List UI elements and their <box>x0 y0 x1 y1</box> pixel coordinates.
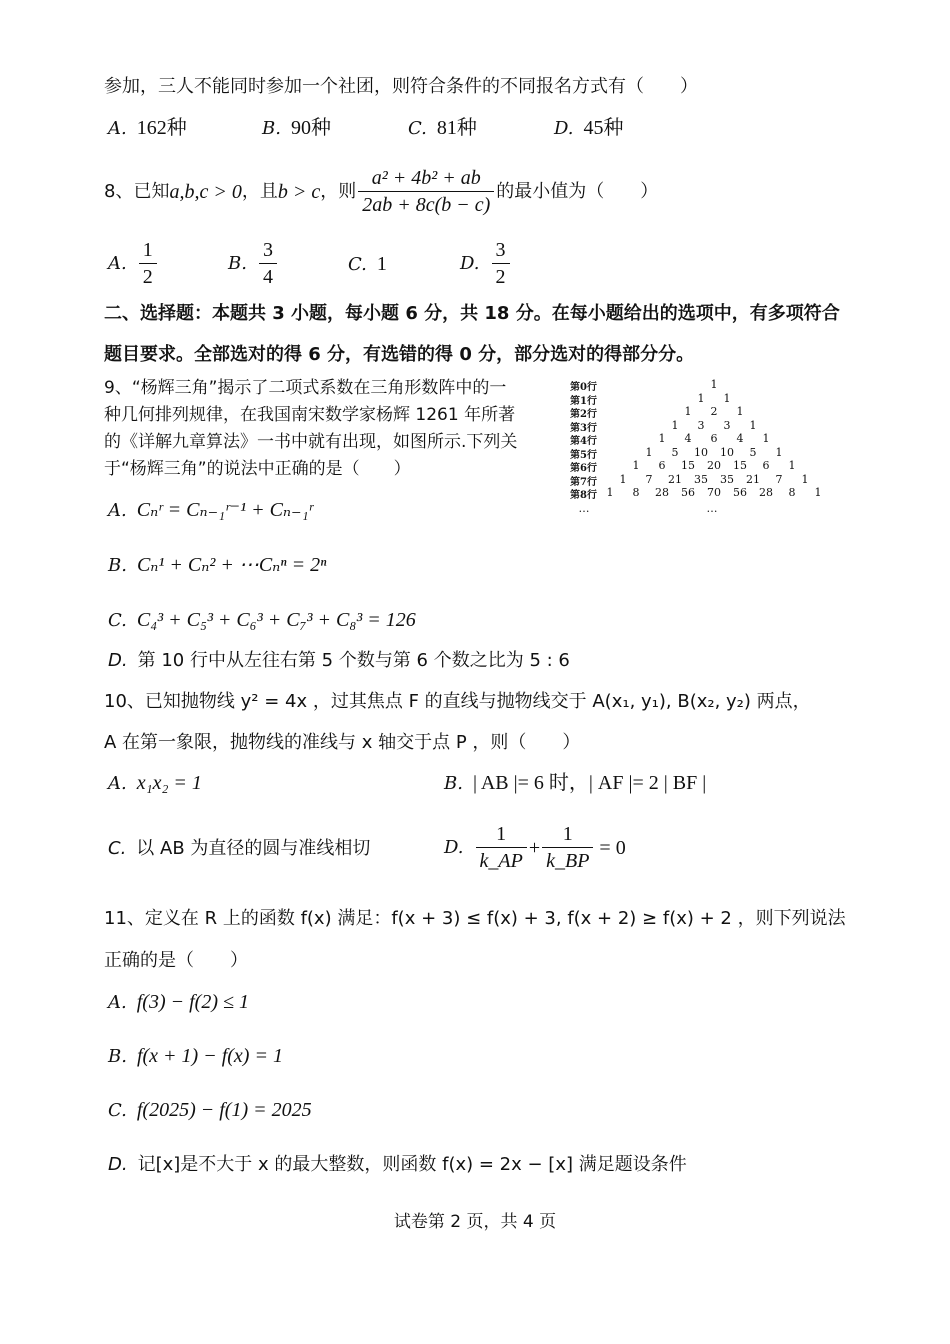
triangle-value: 15 <box>733 459 747 472</box>
triangle-row-5 <box>568 446 828 459</box>
triangle-value: 8 <box>632 486 640 499</box>
triangle-value: 1 <box>775 445 783 459</box>
triangle-row-label: 第5行 <box>570 449 597 461</box>
q8-option-c[interactable]: C. 1 <box>348 253 387 275</box>
triangle-value: 35 <box>720 472 734 486</box>
triangle-value: 7 <box>775 472 783 486</box>
q10-line2: A 在第一象限，抛物线的准线与 x 轴交于点 P ，则（ ） <box>104 732 581 753</box>
triangle-value: 35 <box>694 472 708 486</box>
triangle-value: 2 <box>710 405 718 418</box>
q10-option-d[interactable]: D. $\frac{1}{k\_AP}$ + $\frac{1}{k\_BP}$ = 0 <box>444 823 626 872</box>
triangle-value: 4 <box>736 432 744 445</box>
triangle-row-6 <box>568 459 828 472</box>
triangle-value: 3 <box>697 418 705 432</box>
triangle-value: 15 <box>681 459 695 472</box>
q7-option-b[interactable]: B. 90种 <box>262 117 331 139</box>
q8-option-b[interactable]: B. $\frac{3}{4}$ <box>228 240 279 287</box>
q10-option-a[interactable]: A. x₁x₂ = 1 <box>108 772 202 794</box>
triangle-row-label: 第0行 <box>570 382 597 393</box>
q7-option-a[interactable]: A. 162种 <box>108 117 187 139</box>
triangle-value: 1 <box>749 418 757 432</box>
q8-option-d[interactable]: D. $\frac{3}{2}$ <box>460 240 512 287</box>
triangle-value: 21 <box>668 472 682 486</box>
triangle-value: 10 <box>694 445 708 459</box>
triangle-value: 1 <box>632 459 640 472</box>
triangle-row-8 <box>568 486 828 499</box>
q8-option-a[interactable]: A. $\frac{1}{2}$ <box>108 240 159 287</box>
triangle-value: 56 <box>733 486 747 499</box>
triangle-row-label: 第7行 <box>570 476 597 488</box>
triangle-value: 1 <box>658 432 666 445</box>
q10-option-c[interactable]: C. 以 AB 为直径的圆与准线相切 <box>108 838 371 859</box>
triangle-value: 1 <box>606 486 614 499</box>
q9-option-a[interactable]: A. Cₙʳ = Cₙ₋₁ʳ⁻¹ + Cₙ₋₁ʳ <box>108 499 313 521</box>
triangle-row-label: 第6行 <box>570 463 597 474</box>
triangle-value: 1 <box>697 391 705 405</box>
q9-option-c[interactable]: C. C₄³ + C₅³ + C₆³ + C₇³ + C₈³ = 126 <box>108 609 416 631</box>
q7-option-d[interactable]: D. 45种 <box>554 117 624 139</box>
triangle-value: 28 <box>655 486 669 499</box>
triangle-value: 5 <box>749 445 757 459</box>
q10-option-b[interactable]: B. | AB |= 6 时，| AF |= 2 | BF | <box>444 772 707 794</box>
q11-option-a[interactable]: A. f(3) − f(2) ≤ 1 <box>108 991 249 1013</box>
q11-line1: 11、定义在 R 上的函数 f(x) 满足：f(x + 3) ≤ f(x) + 3, f(x + 2) ≥ f(x) + 2 ，则下列说法 <box>104 908 846 929</box>
q9-line3: 的《详解九章算法》一书中就有出现，如图所示.下列关 <box>104 432 518 452</box>
triangle-row-label: 第1行 <box>570 395 597 407</box>
section2-line2: 题目要求。全部选对的得 6 分，有选错的得 0 分，部分选对的得部分分。 <box>104 344 695 365</box>
q11-option-c[interactable]: C. f(2025) − f(1) = 2025 <box>108 1099 312 1121</box>
triangle-value: 6 <box>658 459 666 472</box>
triangle-value: 7 <box>645 472 653 486</box>
triangle-value: 4 <box>684 432 692 445</box>
yanghui-triangle <box>568 378 828 518</box>
q9-option-b[interactable]: B. Cₙ¹ + Cₙ² + ⋯Cₙⁿ = 2ⁿ <box>108 554 327 576</box>
q7-option-c[interactable]: C. 81种 <box>408 117 477 139</box>
q9-line2: 种几何排列规律，在我国南宋数学家杨辉 1261 年所著 <box>104 405 516 425</box>
q9-option-d[interactable]: D. 第 10 行中从左往右第 5 个数与第 6 个数之比为 5 : 6 <box>108 650 570 671</box>
triangle-value: 6 <box>762 459 770 472</box>
triangle-value: 1 <box>710 378 718 391</box>
triangle-value: 3 <box>723 418 731 432</box>
triangle-ellipsis-mid: … <box>706 502 718 515</box>
triangle-value: 1 <box>801 472 809 486</box>
triangle-row-label: 第2行 <box>570 409 597 420</box>
q11-option-b[interactable]: B. f(x + 1) − f(x) = 1 <box>108 1045 283 1067</box>
triangle-value: 10 <box>720 445 734 459</box>
q11-line2: 正确的是（ ） <box>104 950 248 971</box>
triangle-value: 70 <box>707 486 721 499</box>
triangle-value: 20 <box>707 459 721 472</box>
triangle-value: 1 <box>762 432 770 445</box>
q11-option-d[interactable]: D. 记[x]是不大于 x 的最大整数，则函数 f(x) = 2x − [x] 满足题设条件 <box>108 1154 687 1175</box>
triangle-value: 1 <box>684 405 692 418</box>
q9-line4: 于“杨辉三角”的说法中正确的是（ ） <box>104 459 411 479</box>
triangle-ellipsis-left: … <box>578 502 590 515</box>
q8-fraction: $\frac{\text{a² + 4b² + ab}}{2ab + 8c(b - c)}$ <box>358 168 494 215</box>
triangle-value: 1 <box>814 486 822 499</box>
triangle-value: 1 <box>645 445 653 459</box>
q10-line1: 10、已知抛物线 y² = 4x ，过其焦点 F 的直线与抛物线交于 A(x₁, y₁), B(x₂, y₂) 两点， <box>104 691 811 712</box>
triangle-value: 6 <box>710 432 718 445</box>
triangle-value: 28 <box>759 486 773 499</box>
triangle-value: 1 <box>619 472 627 486</box>
triangle-row-2 <box>568 405 828 418</box>
triangle-row-7 <box>568 473 828 486</box>
triangle-row-4 <box>568 432 828 445</box>
triangle-value: 8 <box>788 486 796 499</box>
triangle-row-label: 第4行 <box>570 436 597 447</box>
q7-stem-tail: 参加，三人不能同时参加一个社团，则符合条件的不同报名方式有（ ） <box>104 76 698 97</box>
triangle-value: 1 <box>788 459 796 472</box>
triangle-value: 1 <box>671 418 679 432</box>
triangle-value: 1 <box>736 405 744 418</box>
triangle-value: 21 <box>746 472 760 486</box>
page-footer: 试卷第 2 页，共 4 页 <box>393 1212 557 1232</box>
triangle-value: 56 <box>681 486 695 499</box>
q9-line1: 9、“杨辉三角”揭示了二项式系数在三角形数阵中的一 <box>104 378 507 398</box>
triangle-row-label: 第8行 <box>570 490 597 501</box>
triangle-row-1 <box>568 392 828 405</box>
triangle-value: 1 <box>723 391 731 405</box>
section2-line1: 二、选择题：本题共 3 小题，每小题 6 分，共 18 分。在每小题给出的选项中，有多项符合 <box>104 303 840 324</box>
triangle-row-0 <box>568 378 828 391</box>
triangle-row-3 <box>568 419 828 432</box>
q8-stem: 8、已知 a,b,c > 0 ，且 b > c ，则 $\frac{\text{a² + 4b² + ab}}{2ab + 8c(b - c)}$ 的最小值为（ ） <box>104 167 659 216</box>
triangle-value: 5 <box>671 445 679 459</box>
triangle-row-label: 第3行 <box>570 422 597 434</box>
